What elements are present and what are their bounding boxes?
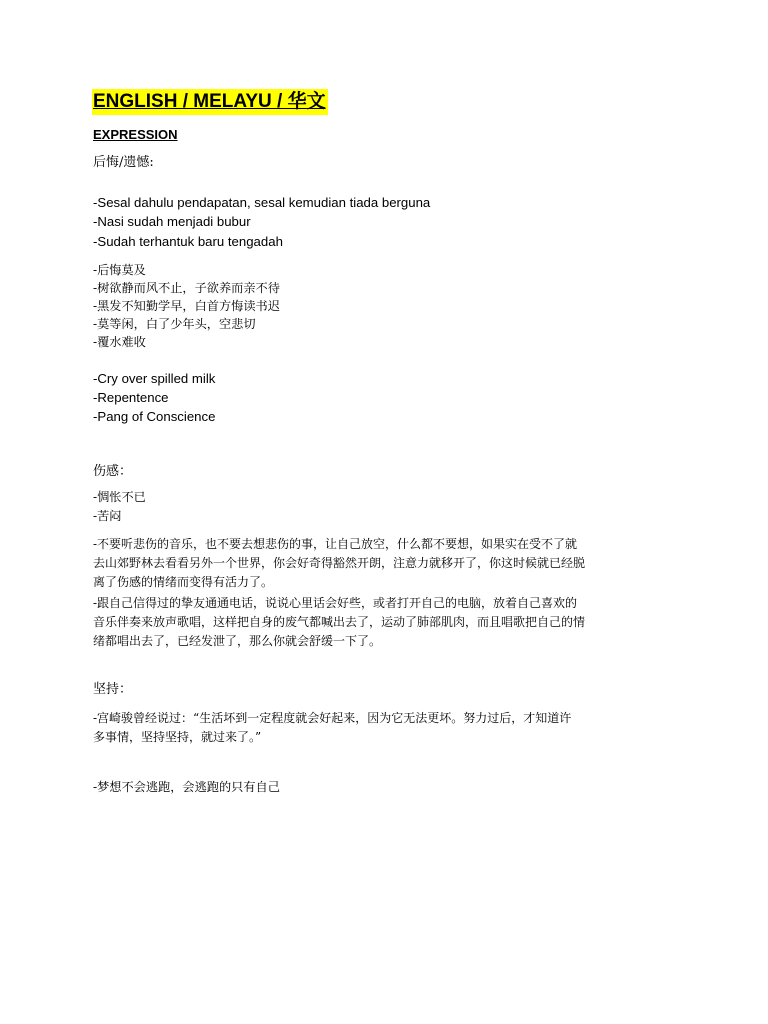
persistence-quote — [93, 709, 683, 747]
chinese-expression: -后悔莫及 — [93, 263, 146, 277]
sadness-paragraph-2 — [93, 594, 683, 651]
paragraph-line: 音乐伴奏来放声歌唱，这样把自身的废气都喊出去了，运动了肺部肌肉，而且唱歌把自己的情 — [93, 615, 586, 629]
paragraph-line: 去山郊野林去看看另外一个世界，你会好奇得豁然开朗，注意力就移开了，你这时候就已经脱 — [93, 556, 586, 570]
sadness-paragraph-1 — [93, 535, 683, 592]
chinese-expression: -黑发不知勤学早，白首方悔读书迟 — [93, 299, 280, 313]
chinese-expression: -树欲静而风不止，子欲养而亲不待 — [93, 281, 280, 295]
section-heading-expression: EXPRESSION — [93, 127, 178, 142]
malay-expression: -Sudah terhantuk baru tengadah — [93, 234, 283, 249]
paragraph-line: 绪都唱出去了，已经发泄了，那么你就会舒缓一下了。 — [93, 634, 382, 648]
paragraph-line: 离了伤感的情绪而变得有活力了。 — [93, 575, 274, 589]
quote-line: -宫崎骏曾经说过：“生活坏到一定程度就会好起来，因为它无法更坏。努力过后，才知道许 — [93, 711, 572, 725]
regret-label: 后悔/遗憾: — [93, 155, 154, 170]
sadness-item: -苦闷 — [93, 509, 122, 523]
sadness-item: -惆怅不已 — [93, 490, 146, 504]
english-expression: -Repentence — [93, 390, 169, 405]
sadness-label: 伤感： — [93, 464, 133, 479]
malay-expression: -Nasi sudah menjadi bubur — [93, 214, 251, 229]
chinese-expression: -莫等闲，白了少年头，空悲切 — [93, 317, 256, 331]
english-expression: -Cry over spilled milk — [93, 371, 216, 386]
english-expression: -Pang of Conscience — [93, 409, 216, 424]
dream-quote: -梦想不会逃跑，会逃跑的只有自己 — [93, 780, 280, 794]
paragraph-line: -不要听悲伤的音乐，也不要去想悲伤的事，让自己放空，什么都不要想，如果实在受不了就 — [93, 537, 578, 551]
quote-line: 多事情，坚持坚持，就过来了。” — [93, 730, 262, 744]
persistence-label: 坚持： — [93, 682, 133, 697]
page-title: ENGLISH / MELAYU / 华文 — [92, 89, 328, 115]
malay-expression: -Sesal dahulu pendapatan, sesal kemudian tiada berguna — [93, 195, 431, 210]
chinese-expression: -覆水难收 — [93, 335, 146, 349]
paragraph-line: -跟自己信得过的挚友通通电话，说说心里话会好些，或者打开自己的电脑，放着自己喜欢的 — [93, 596, 578, 610]
